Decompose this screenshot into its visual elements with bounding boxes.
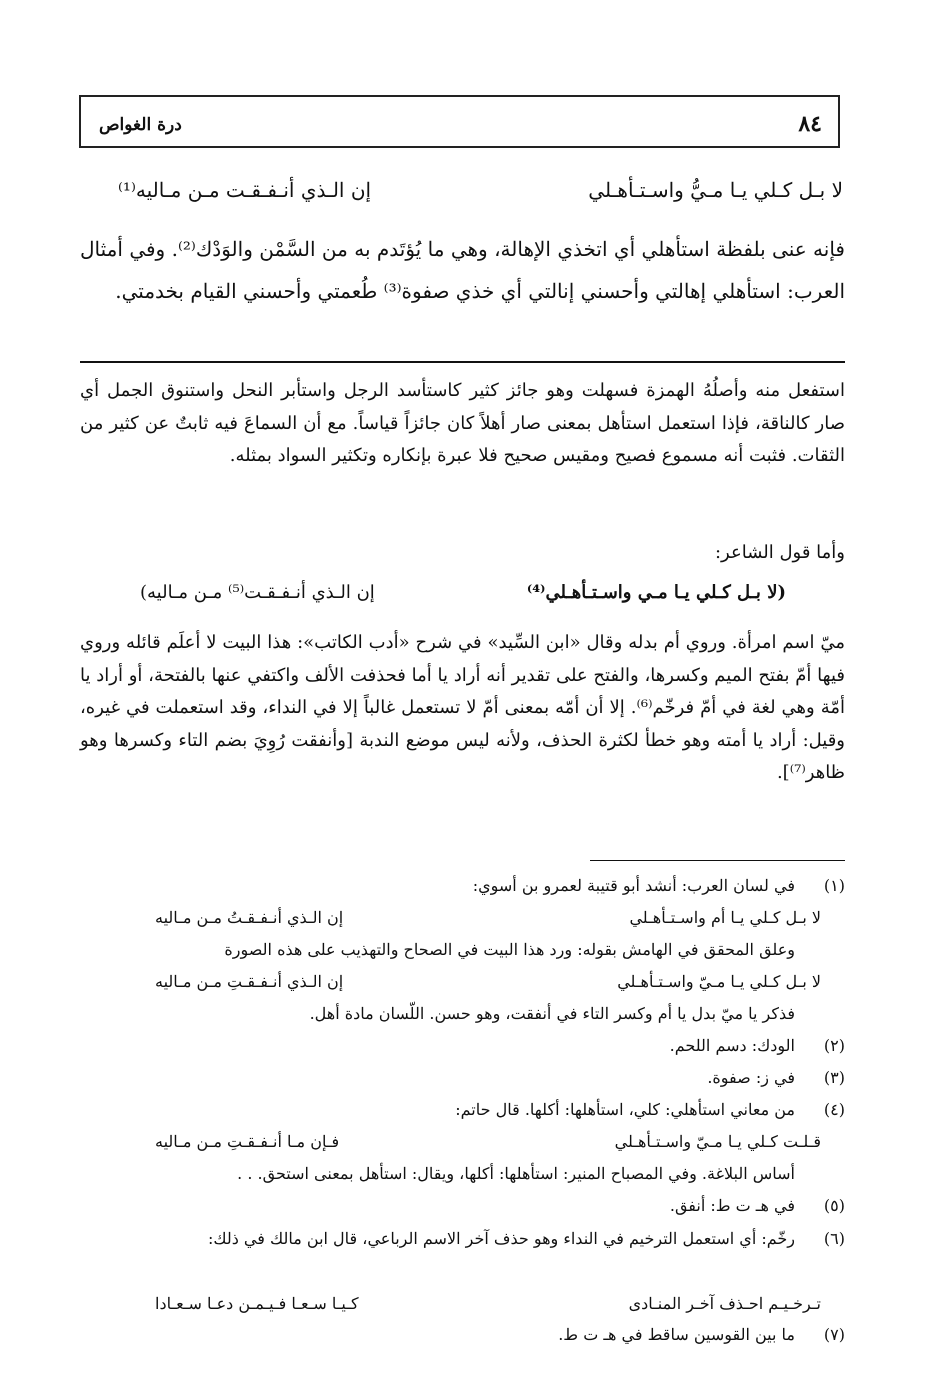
- verse-hemistich-2: إن الـذي أنـفـقـتُ مـن مـاليه: [155, 908, 344, 927]
- page-header: [79, 95, 840, 148]
- footnote-number: (١): [823, 876, 845, 895]
- verse-hemistich-1: لا بـل كـلي يـا مـيّ واسـتـأهـلي: [617, 972, 821, 991]
- footnote-text: في لسان العرب: أنشد أبو قتيبة لعمرو بن أسوي:: [472, 876, 795, 895]
- poet-hemistich-1: (لا بـل كـلي يـا مـي واسـتـأهـلي⁽⁴⁾: [526, 582, 786, 603]
- footnote-number: (٤): [823, 1100, 845, 1119]
- section-divider: [80, 361, 845, 363]
- poet-intro: وأما قول الشاعر:: [714, 542, 845, 563]
- verse-hemistich-1: تـرخـيـم احـذف آخـر المنـادى: [628, 1294, 821, 1313]
- footnote-divider: [590, 860, 845, 861]
- footnote-text: في ز: صفوة.: [707, 1068, 795, 1087]
- verse-hemistich-1: لا بـل كـلي يـا أم واسـتـأهـلي: [629, 908, 821, 927]
- footnote-4-comment: أساس البلاغة. وفي المصباح المنير: استأهلها: أكلها، ويقال: استأهل بمعنى استحق. . .: [237, 1164, 795, 1183]
- footnote-1-comment-2: فذكر يا ميّ بدل يا أم وكسر التاء في أنفقت، وهو حسن. اللّسان مادة أهل.: [309, 1004, 795, 1023]
- footnote-number: (٧): [823, 1325, 845, 1344]
- poet-hemistich-2: إن الـذي أنـفـقـت⁽⁵⁾ مـن مـاليه): [140, 582, 375, 603]
- footnote-number: (٥): [823, 1196, 845, 1215]
- verse-hemistich-2: فـإن مـا أنـفـقـتِ مـن مـاليه: [155, 1132, 340, 1151]
- footnote-1-comment-1: وعلق المحقق في الهامش بقوله: ورد هذا البيت في الصحاح والتهذيب على هذه الصورة: [224, 940, 795, 959]
- footnote-number: (٢): [823, 1036, 845, 1055]
- footnote-number: (٣): [823, 1068, 845, 1087]
- verse-hemistich-2: إن الـذي أنـفـقـتِ مـن مـاليه: [155, 972, 344, 991]
- page-number: ٨٤: [798, 111, 822, 137]
- footnote-text: الودك: دسم اللحم.: [669, 1036, 795, 1055]
- footnote-text: في هـ ت ط: أنفق.: [669, 1196, 795, 1215]
- running-title: درة الغواص: [99, 115, 182, 135]
- main-paragraph: فإنه عنى بلفظة استأهلي أي اتخذي الإهالة، وهي ما يُؤتَدم به من السَّمْن والوَدْك⁽²⁾. وفي أمثال العرب: استأهلي إهالتي وأحسني إنالتي أي خذي صفوة⁽³⁾ طُعمتي وأحسني القيام بخدمتي.: [80, 237, 845, 303]
- footnote-text: ما بين القوسين ساقط في هـ ت ط.: [558, 1325, 795, 1344]
- commentary-paragraph-1: استفعل منه وأصلُهُ الهمزة فسهلت وهو جائز كثير كاستأسد الرجل واستأبر النحل واستنوق الجمل أي صار كالناقة، فإذا استعمل استأهل بمعنى صار أهلاً كان جائزاً قياساً. مع أن السماعَ فيه ثابتٌ عن كثير من الثقات. فثبت أنه مسموع فصيح ومقيس صحيح فلا عبرة بإنكاره وتكثير السواد بمثله.: [80, 380, 845, 466]
- verse-hemistich-1: قـلـت كـلي يـا مـيّ واسـتـأهـلي: [614, 1132, 821, 1151]
- commentary-paragraph-2: ميّ اسم امرأة. وروي أم بدله وقال «ابن السِّيد» في شرح «أدب الكاتب»: هذا البيت لا أعلَم قائله وروي فيها أمّ بفتح الميم وكسرها، والفتح على تقدير أنه أراد يا أما فحذفت الألف واكتفي عنها بالفتحة، أو أراد يا أمّة وهي لغة في أمّ فرخّم⁽⁶⁾. إلا أن أمّه بمعنى أمّ لا تستعمل غالباً إلا في النداء، وقد استعملت في غيره، وقيل: أراد يا أمته وهو خطأ لكثرة الحذف، ولأنه ليس موضع الندبة [وأنفقت رُوِيَ بضم التاء وكسرها وهو ظاهر⁽⁷⁾].: [80, 632, 845, 783]
- footnote-text: رخّم: أي استعمل الترخيم في النداء وهو حذف آخر الاسم الرباعي، قال ابن مالك في ذلك:: [207, 1229, 795, 1248]
- verse-hemistich-2: إن الـذي أنـفـقـت مـن مـاليه⁽¹⁾: [118, 178, 372, 202]
- verse-hemistich-1: لا بـل كـلي يـا مـيُّ واسـتـأهـلي: [588, 178, 843, 202]
- verse-hemistich-2: كـيـا سـعـا فـيـمـن دعـا سـعـادا: [155, 1294, 359, 1313]
- footnote-number: (٦): [823, 1229, 845, 1248]
- footnote-6: [80, 1226, 845, 1252]
- footnote-text: من معاني استأهلي: كلي، استأهلها: أكلها. قال حاتم:: [455, 1100, 795, 1119]
